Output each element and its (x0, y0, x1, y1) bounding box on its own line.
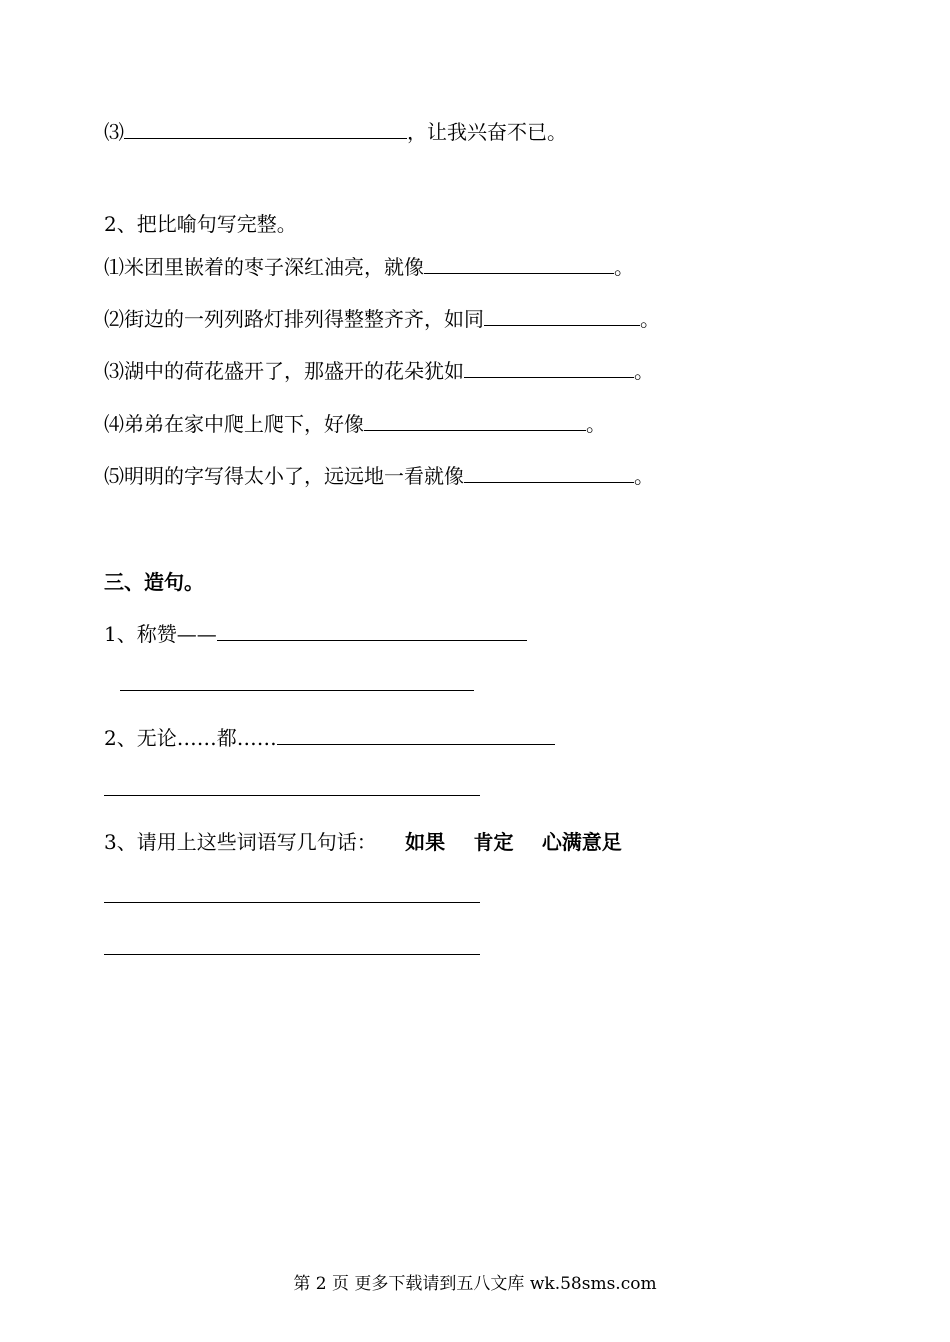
sentence-question-1 (104, 620, 527, 648)
item-end: 。 (634, 359, 654, 383)
fill-in-item-3 (104, 118, 567, 146)
answer-blank[interactable] (124, 118, 407, 139)
item-end: 。 (634, 464, 654, 488)
answer-line[interactable] (120, 690, 474, 691)
simile-item-1 (104, 253, 634, 281)
item-number: ⑵ (104, 307, 124, 331)
item-text: 米团里嵌着的枣子深红油亮，就像 (124, 255, 424, 279)
question-label: 3、请用上这些词语写几句话： (104, 830, 377, 854)
answer-blank[interactable] (484, 305, 640, 326)
answer-blank[interactable] (464, 357, 634, 378)
item-number: ⑶ (104, 120, 124, 144)
answer-line[interactable] (104, 954, 480, 955)
section-heading-sentence-making: 三、造句。 (104, 570, 204, 594)
keyword-1: 如果 (405, 830, 446, 854)
item-text: 湖中的荷花盛开了，那盛开的花朵犹如 (124, 359, 464, 383)
section-heading-similes: 2、把比喻句写完整。 (104, 212, 297, 236)
question-label: 2、无论……都…… (104, 726, 277, 750)
item-end: 。 (586, 412, 606, 436)
answer-blank[interactable] (277, 724, 555, 745)
simile-item-3 (104, 357, 654, 385)
item-end: 。 (640, 307, 660, 331)
keyword-2: 肯定 (473, 830, 514, 854)
page-footer: 第 2 页 更多下载请到五八文库 wk.58sms.com (293, 1274, 657, 1294)
question-label: 1、称赞—— (104, 622, 217, 646)
keyword-3: 心满意足 (541, 830, 622, 854)
simile-item-2 (104, 305, 660, 333)
answer-blank[interactable] (217, 620, 527, 641)
item-number: ⑴ (104, 255, 124, 279)
item-number: ⑸ (104, 464, 124, 488)
item-text: 明明的字写得太小了，远远地一看就像 (124, 464, 464, 488)
answer-blank[interactable] (364, 410, 586, 431)
sentence-question-3 (104, 828, 622, 856)
answer-blank[interactable] (464, 462, 634, 483)
answer-line[interactable] (104, 902, 480, 903)
simile-item-4 (104, 410, 606, 438)
item-text: 弟弟在家中爬上爬下，好像 (124, 412, 364, 436)
answer-line[interactable] (104, 795, 480, 796)
sentence-question-2 (104, 724, 555, 752)
item-end: 。 (614, 255, 634, 279)
item-text: 街边的一列列路灯排列得整整齐齐，如同 (124, 307, 484, 331)
answer-blank[interactable] (424, 253, 614, 274)
item-suffix: ，让我兴奋不已。 (407, 120, 567, 144)
item-number: ⑶ (104, 359, 124, 383)
item-number: ⑷ (104, 412, 124, 436)
simile-item-5 (104, 462, 654, 490)
